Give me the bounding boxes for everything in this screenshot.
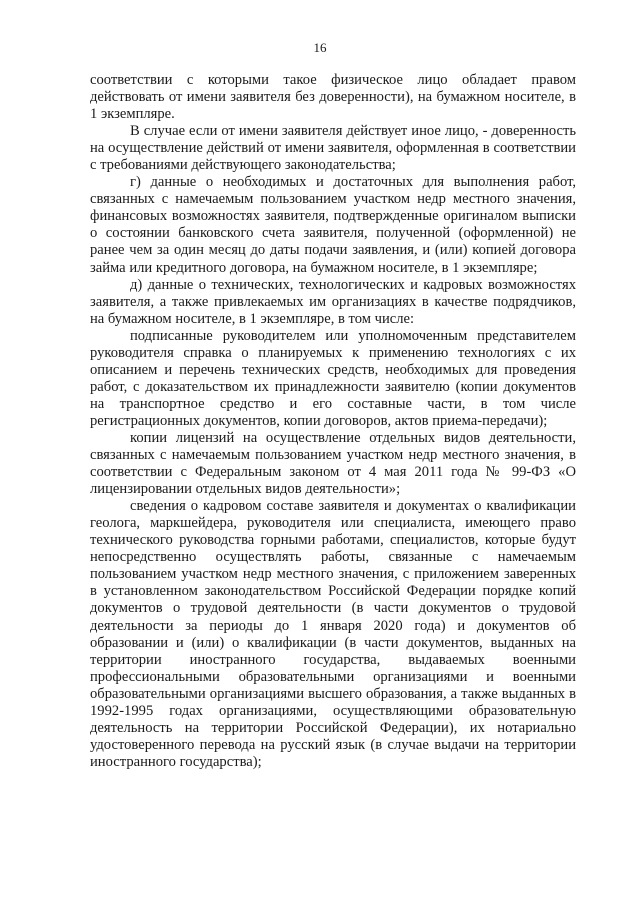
paragraph-continuation: соответствии с которыми такое физическое лицо обладает правом действовать от имени заявителя без доверенности), на бумажном носителе, в 1 экземпляре. [90, 72, 576, 123]
document-body [90, 72, 576, 771]
paragraph-license-copies: копии лицензий на осуществление отдельных видов деятельности, связанных с намечаемым пользованием участком недр местного значения, в соответствии с Федеральным законом от 4 мая 2011 года № 99-ФЗ «О лицензировании отдельных видов деятельности»; [90, 429, 576, 498]
paragraph-power-of-attorney: В случае если от имени заявителя действует иное лицо, - доверенность на осуществление действий от имени заявителя, оформленная в соответствии с требованиями действующего законодательства; [90, 123, 576, 174]
paragraph-technology-reference: подписанные руководителем или уполномоченным представителем руководителя справка о планируемых к применению технологиях с их описанием и перечень технических средств, необходимых для проведения работ, с доказательством их принадлежности заявителю (копии документов на транспортное средство и его составные части, в том числе регистрационных документов, копии договоров, актов приема-передачи); [90, 327, 576, 429]
paragraph-staff-information: сведения о кадровом составе заявителя и документах о квалификации геолога, маркшейдера, руководителя или специалиста, имеющего право технического руководства горными работами, специалистов, которые будут непосредственно осуществлять работы, связанные с намечаемым пользованием участком недр местного значения, с приложением заверенных в установленном законодательством Российской Федерации порядке копий документов о трудовой деятельности (в части документов о трудовой деятельности за периоды до 1 января 2020 года) и документов об образовании и (или) о квалификации (в части документов, выданных на территории иностранного государства, выдаваемых военными профессиональными образовательными организациями и военными образовательными организациями высшего образования, а также выданных в 1992-1995 годах организациями, осуществляющими образовательную деятельность на территории Российской Федерации), их нотариально удостоверенного перевода на русский язык (в случае выдачи на территории иностранного государства); [90, 498, 576, 770]
page-number: 16 [313, 40, 327, 55]
paragraph-financial-capabilities: г) данные о необходимых и достаточных для выполнения работ, связанных с намечаемым пользованием участком недр местного значения, финансовых возможностях заявителя, подтвержденные оригиналом выписки о состоянии банковского счета заявителя, полученной (оформленной) не ранее чем за один месяц до даты подачи заявления, и (или) копией договора займа или кредитного договора, на бумажном носителе, в 1 экземпляре; [90, 174, 576, 276]
paragraph-technical-capabilities: д) данные о технических, технологических и кадровых возможностях заявителя, а также привлекаемых им организациях в качестве подрядчиков, на бумажном носителе, в 1 экземпляре, в том числе: [90, 276, 576, 327]
